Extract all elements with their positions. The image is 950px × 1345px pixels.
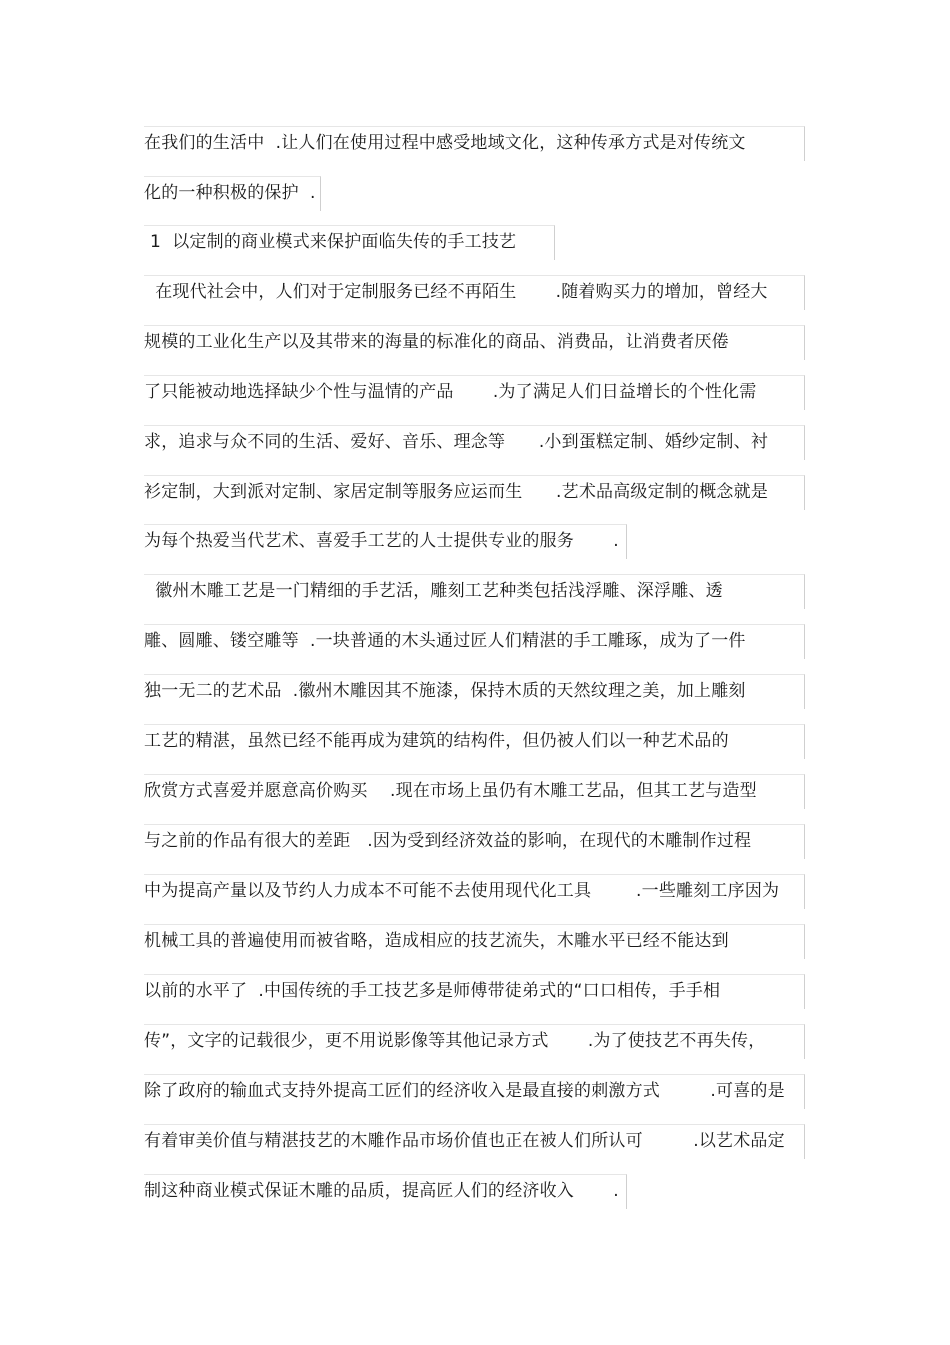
text-line: 中为提高产量以及节约人力成本不可能不去使用现代化工具 .一些雕刻工序因为 bbox=[144, 881, 780, 901]
text-line: 化的一种积极的保护 . bbox=[144, 183, 316, 203]
text-line: 雕、圆雕、镂空雕等 .一块普通的木头通过匠人们精湛的手工雕琢，成为了一件 bbox=[144, 631, 746, 651]
text-line: 除了政府的输血式支持外提高工匠们的经济收入是最直接的刺激方式 .可喜的是 bbox=[144, 1081, 785, 1101]
section-heading: 1 以定制的商业模式来保护面临失传的手工技艺 bbox=[150, 232, 517, 252]
text-line: 传”，文字的记载很少，更不用说影像等其他记录方式 .为了使技艺不再失传， bbox=[144, 1031, 766, 1051]
text-line: 工艺的精湛，虽然已经不能再成为建筑的结构件，但仍被人们以一种艺术品的 bbox=[144, 731, 729, 751]
text-line: 了只能被动地选择缺少个性与温情的产品 .为了满足人们日益增长的个性化需 bbox=[144, 382, 757, 402]
text-line: 以前的水平了 .中国传统的手工技艺多是师傅带徒弟式的“口口相传，手手相 bbox=[144, 981, 721, 1001]
text-line: 有着审美价值与精湛技艺的木雕作品市场价值也正在被人们所认可 .以艺术品定 bbox=[144, 1131, 785, 1151]
text-line: 求，追求与众不同的生活、爱好、音乐、理念等 .小到蛋糕定制、婚纱定制、衬 bbox=[144, 432, 769, 452]
text-line: 规模的工业化生产以及其带来的海量的标准化的商品、消费品，让消费者厌倦 bbox=[144, 332, 729, 352]
text-line: 在现代社会中，人们对于定制服务已经不再陌生 .随着购买力的增加，曾经大 bbox=[144, 282, 768, 302]
text-line: 为每个热爱当代艺术、喜爱手工艺的人士提供专业的服务 . bbox=[144, 531, 619, 551]
text-line: 与之前的作品有很大的差距 .因为受到经济效益的影响，在现代的木雕制作过程 bbox=[144, 831, 752, 851]
text-line: 机械工具的普遍使用而被省略，造成相应的技艺流失，木雕水平已经不能达到 bbox=[144, 931, 729, 951]
text-line: 欣赏方式喜爱并愿意高价购买 .现在市场上虽仍有木雕工艺品，但其工艺与造型 bbox=[144, 781, 757, 801]
text-line: 在我们的生活中 .让人们在使用过程中感受地域文化，这种传承方式是对传统文 bbox=[144, 133, 746, 153]
text-line: 徽州木雕工艺是一门精细的手艺活，雕刻工艺种类包括浅浮雕、深浮雕、透 bbox=[144, 581, 723, 601]
text-line: 独一无二的艺术品 .徽州木雕因其不施漆，保持木质的天然纹理之美，加上雕刻 bbox=[144, 681, 746, 701]
text-line: 制这种商业模式保证木雕的品质，提高匠人们的经济收入 . bbox=[144, 1181, 619, 1201]
text-line: 衫定制，大到派对定制、家居定制等服务应运而生 .艺术品高级定制的概念就是 bbox=[144, 482, 769, 502]
